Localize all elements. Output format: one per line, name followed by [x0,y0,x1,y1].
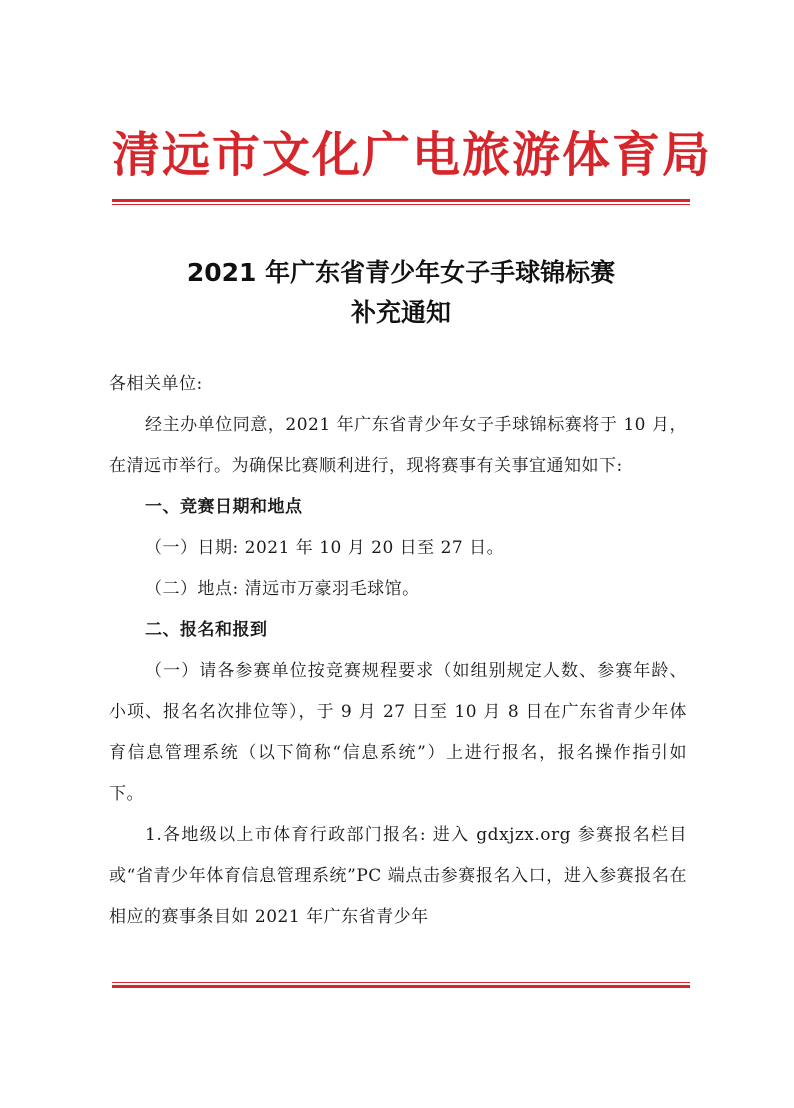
section2-point1: 1.各地级以上市体育行政部门报名: 进入 gdxjzx.org 参赛报名栏目或“省青少年体育信息管理系统”PC 端点击参赛报名入口，进入参赛报名在相应的赛事条目如 2021 年广东省青少年 [109,825,687,927]
footer-divider-thick [112,985,690,988]
section1-date-item: （一）日期: 2021 年 10 月 20 日至 27 日。 [145,538,505,558]
salutation: 各相关单位: [109,374,203,394]
document-title-line1: 2021 年广东省青少年女子手球锦标赛 [186,258,616,287]
section2-registration-item: （一）请各参赛单位按竞赛规程要求（如组别规定人数、参赛年龄、小项、报名名次排位等），于 9 月 27 日至 10 月 8 日在广东省青少年体育信息管理系统（以下简称“信息系统”）上进行报名，报名操作指引如下。 [109,661,687,804]
section1-heading: 一、竞赛日期和地点 [145,497,303,517]
footer-divider-thin [112,982,690,983]
masthead-divider-thick [112,199,690,202]
masthead-divider-thin [112,204,690,205]
document-title-line2: 补充通知 [350,298,451,327]
section2-heading: 二、报名和报到 [145,620,268,640]
section1-venue-item: （二）地点: 清远市万豪羽毛球馆。 [145,579,420,599]
document-body [109,364,687,938]
masthead-org-name: 清远市文化广电旅游体育局 [112,127,713,183]
document-title [112,253,690,333]
intro-paragraph: 经主办单位同意，2021 年广东省青少年女子手球锦标赛将于 10 月，在清远市举行。为确保比赛顺利进行，现将赛事有关事宜通知如下: [109,415,687,476]
